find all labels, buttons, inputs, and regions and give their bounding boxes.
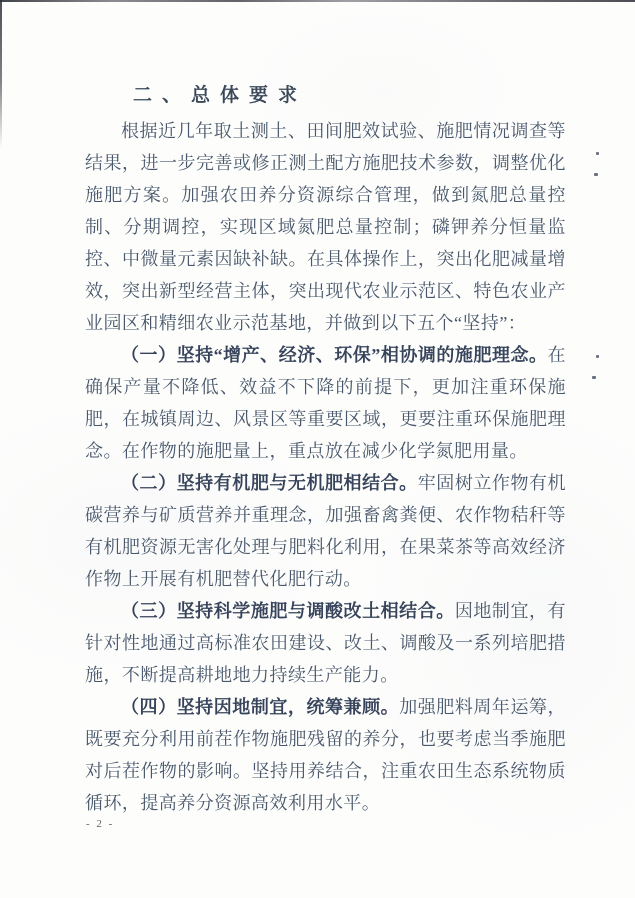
paragraph [85,467,566,595]
scan-speck [594,173,598,176]
paragraph-text: 加强肥料周年运筹，既要充分利用前茬作物施肥残留的养分，也要考虑当季施肥对后茬作物的影响。坚持用养结合，注重农田生态系统物质循环，提高养分资源高效利用水平。 [85,697,566,813]
section-heading: 二、总体要求 [133,85,308,106]
scan-artifact-left-edge [0,0,2,148]
paragraph-lead: （一）坚持“增产、经济、环保”相协调的施肥理念。 [121,345,548,365]
paragraph-lead: （四）坚持因地制宜，统筹兼顾。 [121,697,400,717]
paragraph-lead: （二）坚持有机肥与无机肥相结合。 [121,473,418,493]
document-content [85,84,566,819]
scan-speck [592,376,596,379]
scan-speck [596,355,599,358]
paragraph-text: 在确保产量不降低、效益不下降的前提下，更加注重环保施肥，在城镇周边、风景区等重要区域，更要注重环保施肥理念。在作物的施肥量上，重点放在减少化学氮肥用量。 [85,345,566,461]
paragraph-text: 因地制宜，有针对性地通过高标准农田建设、改土、调酸及一系列培肥措施，不断提高耕地地力持续生产能力。 [85,601,566,685]
paragraph-text: 根据近几年取土测土、田间肥效试验、施肥情况调查等结果，进一步完善或修正测土配方施肥技术参数，调整优化施肥方案。加强农田养分资源综合管理，做到氮肥总量控制、分期调控，实现区域氮肥总量控制；磷钾养分恒量监控、中微量元素因缺补缺。在具体操作上，突出化肥减量增效，突出新型经营主体，突出现代农业示范区、特色农业产业园区和精细农业示范基地，并做到以下五个“坚持”： [85,121,566,333]
page-number: - 2 - [86,818,115,830]
scan-speck [596,152,599,155]
paragraph [85,115,566,339]
paragraph [85,339,566,467]
scan-artifact-top-edge [0,0,635,2]
paragraph-lead: （三）坚持科学施肥与调酸改土相结合。 [121,601,455,621]
paragraph [85,691,566,819]
paragraph-text: 牢固树立作物有机碳营养与矿质营养并重理念，加强畜禽粪便、农作物秸秆等有机肥资源无害化处理与肥料化利用，在果菜茶等高效经济作物上开展有机肥替代化肥行动。 [85,473,566,589]
paragraph [85,595,566,691]
